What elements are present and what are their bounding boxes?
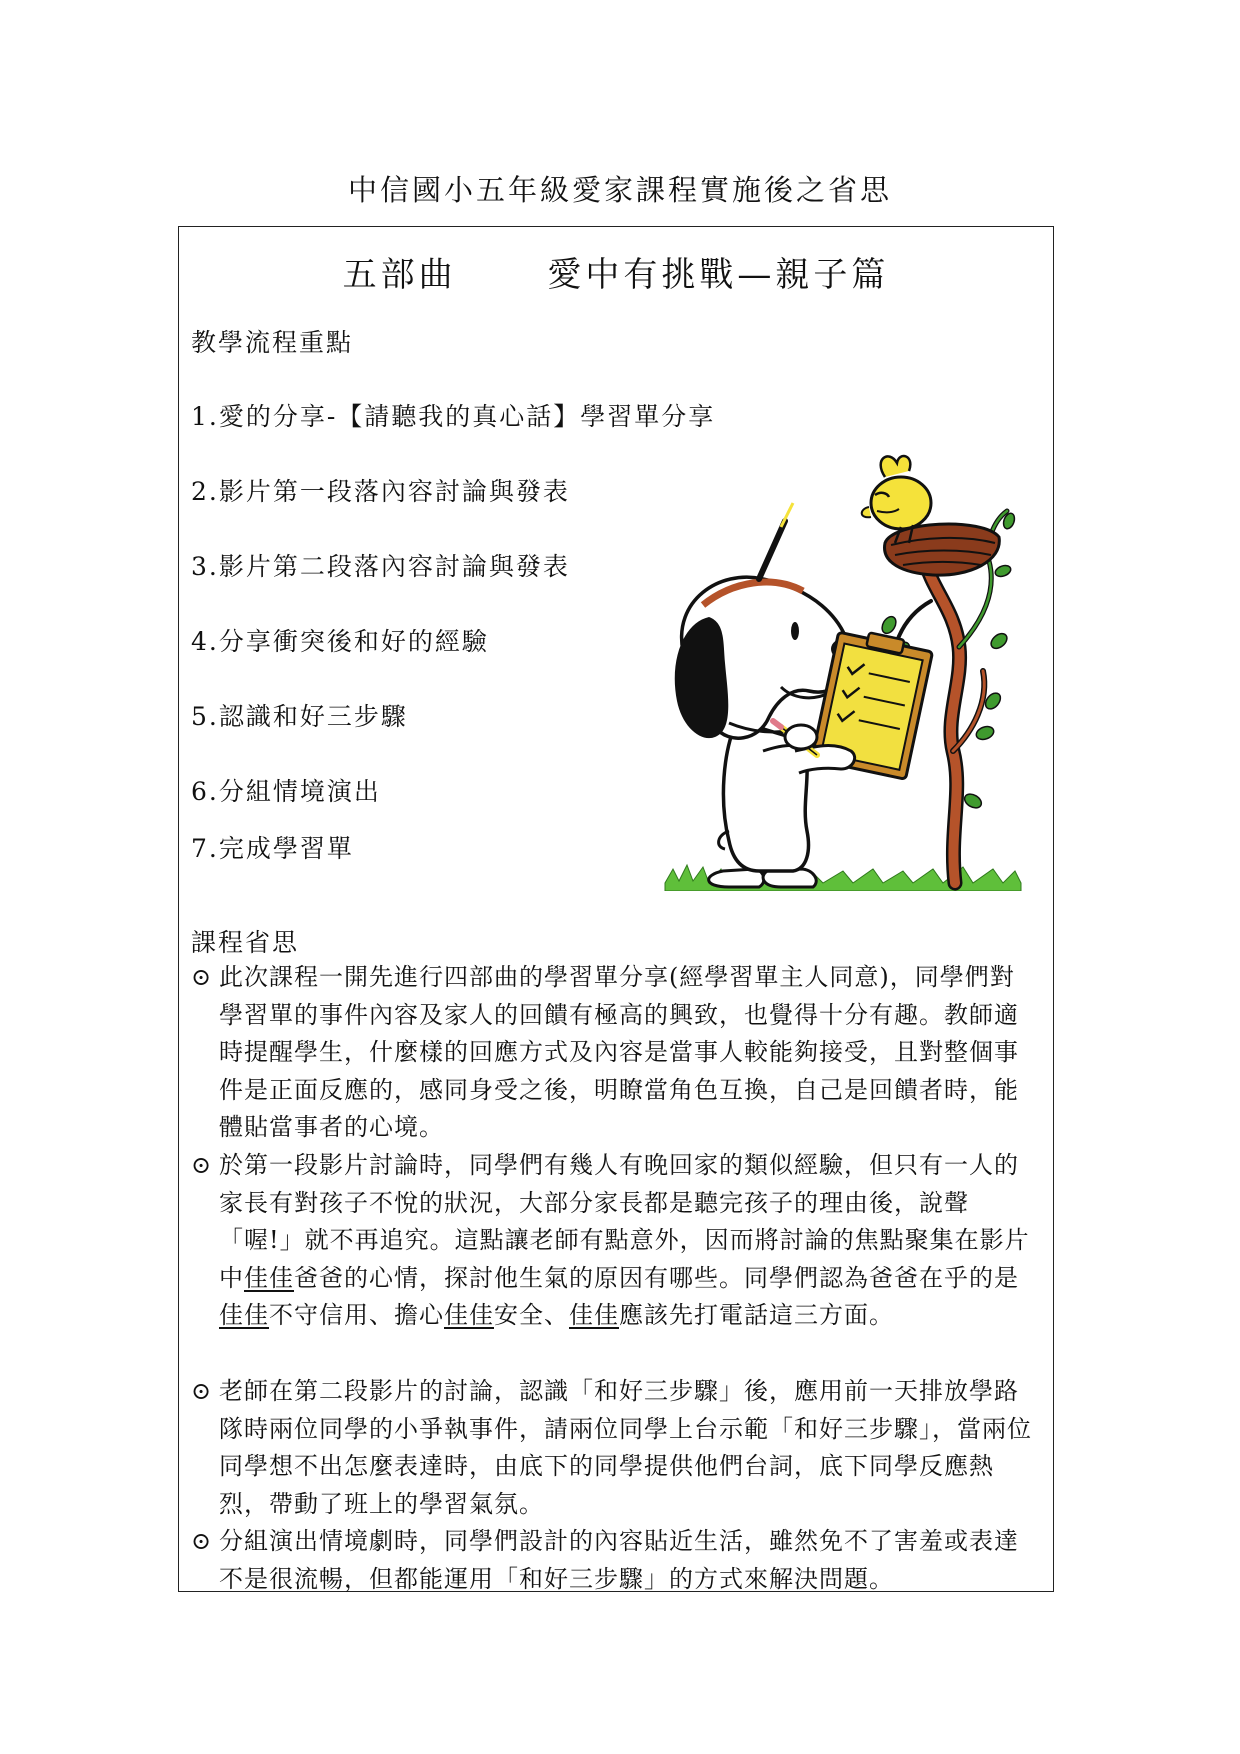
bullet-marker: ⊙ [191, 1377, 213, 1405]
flow-step-2: 2.影片第一段落內容討論與發表 [191, 477, 570, 506]
underlined-name: 佳佳 [244, 1263, 294, 1292]
flow-step-6: 6.分組情境演出 [191, 777, 381, 806]
bullet-marker: ⊙ [191, 1151, 213, 1179]
reflection-paragraph-4 [191, 1523, 1037, 1598]
flow-step-5: 5.認識和好三步驟 [191, 702, 408, 731]
reflection-text-2b: 爸爸的心情，探討他生氣的原因有哪些。同學們認為爸爸在乎的是 [294, 1263, 1019, 1292]
reflection-text-4: 分組演出情境劇時，同學們設計的內容貼近生活，雖然免不了害羞或表達不是很流暢，但都能運用「和好三步驟」的方式來解決問題。 [219, 1527, 1019, 1593]
flow-step-1: 1.愛的分享-【請聽我的真心話】學習單分享 [191, 402, 716, 431]
snoopy-woodstock-illustration [663, 451, 1023, 891]
bullet-marker: ⊙ [191, 1527, 213, 1555]
underlined-name: 佳佳 [444, 1301, 494, 1329]
underlined-name: 佳佳 [569, 1301, 619, 1329]
reflection-paragraph-2 [191, 1147, 1037, 1335]
reflection-paragraph-3 [191, 1373, 1037, 1523]
reflection-text-2 [191, 1147, 1037, 1335]
teaching-flow-heading: 教學流程重點 [191, 328, 354, 357]
reflection-text-2c: 不守信用、擔心 [269, 1301, 444, 1329]
flow-step-7: 7.完成學習單 [191, 834, 354, 863]
reflection-text-3: 老師在第二段影片的討論，認識「和好三步驟」後，應用前一天排放學路隊時兩位同學的小爭執事件，請兩位同學上台示範「和好三步驟」，當兩位同學想不出怎麼表達時，由底下的同學提供他們台詞，底下同學反應熱烈，帶動了班上的學習氣氛。 [219, 1377, 1032, 1518]
underlined-name: 佳佳 [219, 1301, 269, 1329]
reflection-paragraph-1 [191, 959, 1037, 1147]
bullet-marker: ⊙ [191, 963, 213, 991]
reflection-heading: 課程省思 [191, 928, 300, 957]
document-title: 中信國小五年級愛家課程實施後之省思 [347, 173, 892, 207]
lesson-title: 五部曲 愛中有挑戰—親子篇 [342, 255, 890, 295]
reflection-text-1: 此次課程一開先進行四部曲的學習單分享(經學習單主人同意)，同學們對學習單的事件內容及家人的回饋有極高的興致，也覺得十分有趣。教師適時提醒學生，什麼樣的回應方式及內容是當事人較能夠接受，且對整個事件是正面反應的，感同身受之後，明瞭當角色互換，自己是回饋者時，能體貼當事者的心境。 [219, 963, 1019, 1141]
nest-icon [885, 524, 1000, 575]
lesson-box [178, 226, 1054, 1592]
reflection-text-2d: 安全、 [494, 1301, 569, 1329]
reflection-text-2a: 於第一段影片討論時，同學們有幾人有晚回家的類似經驗，但只有一人的家長有對孩子不悅的狀況，大部分家長都是聽完孩子的理由後，說聲「喔!」就不再追究。這點讓老師有點意外，因而將討論的焦點聚集在影片中 [219, 1151, 1030, 1292]
flow-step-3: 3.影片第二段落內容討論與發表 [191, 552, 570, 581]
flow-step-4: 4.分享衝突後和好的經驗 [191, 627, 489, 656]
reflection-text-2e: 應該先打電話這三方面。 [619, 1301, 894, 1329]
